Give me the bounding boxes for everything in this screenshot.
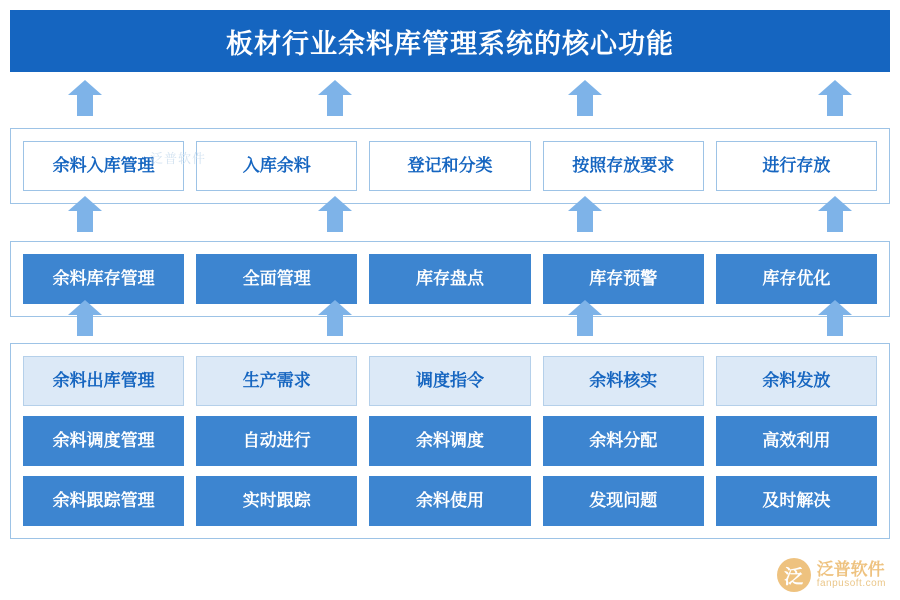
diagram-row — [23, 141, 877, 191]
node-outbound-2[interactable]: 调度指令 — [369, 356, 530, 406]
node-outbound-3[interactable]: 余料核实 — [543, 356, 704, 406]
diagram-row — [23, 416, 877, 466]
node-inbound-3[interactable]: 按照存放要求 — [543, 141, 704, 191]
node-dispatch-2[interactable]: 余料调度 — [369, 416, 530, 466]
node-inbound-1[interactable]: 入库余料 — [196, 141, 357, 191]
up-arrow-icon — [68, 196, 102, 232]
node-dispatch-0[interactable]: 余料调度管理 — [23, 416, 184, 466]
watermark-text: 泛普软件 — [150, 151, 207, 166]
diagram-row — [23, 356, 877, 406]
node-tracking-4[interactable]: 及时解决 — [716, 476, 877, 526]
node-tracking-2[interactable]: 余料使用 — [369, 476, 530, 526]
arrow-row-top — [10, 80, 890, 118]
up-arrow-icon — [318, 80, 352, 116]
brand-url: fanpusoft.com — [816, 577, 886, 589]
node-inventory-4[interactable]: 库存优化 — [716, 254, 877, 304]
node-outbound-1[interactable]: 生产需求 — [196, 356, 357, 406]
node-outbound-0[interactable]: 余料出库管理 — [23, 356, 184, 406]
node-dispatch-1[interactable]: 自动进行 — [196, 416, 357, 466]
brand-logo-icon: 泛 — [777, 558, 811, 592]
diagram-row — [23, 476, 877, 526]
node-inbound-2[interactable]: 登记和分类 — [369, 141, 530, 191]
node-outbound-4[interactable]: 余料发放 — [716, 356, 877, 406]
group-inbound — [10, 128, 890, 204]
up-arrow-icon — [818, 300, 852, 336]
up-arrow-icon — [818, 196, 852, 232]
node-tracking-1[interactable]: 实时跟踪 — [196, 476, 357, 526]
arrow-row-bottom — [10, 300, 890, 338]
brand-name: 泛普软件 — [816, 559, 885, 579]
up-arrow-icon — [68, 80, 102, 116]
up-arrow-icon — [568, 196, 602, 232]
watermark-logo — [777, 558, 886, 592]
node-inbound-0[interactable]: 余料入库管理 — [23, 141, 184, 191]
up-arrow-icon — [318, 300, 352, 336]
arrow-row-middle — [10, 196, 890, 234]
up-arrow-icon — [818, 80, 852, 116]
up-arrow-icon — [568, 300, 602, 336]
node-inbound-4[interactable]: 进行存放 — [716, 141, 877, 191]
page-title: 板材行业余料库管理系统的核心功能 — [226, 28, 674, 59]
node-inventory-2[interactable]: 库存盘点 — [369, 254, 530, 304]
node-tracking-3[interactable]: 发现问题 — [543, 476, 704, 526]
up-arrow-icon — [68, 300, 102, 336]
up-arrow-icon — [568, 80, 602, 116]
up-arrow-icon — [318, 196, 352, 232]
node-inventory-3[interactable]: 库存预警 — [543, 254, 704, 304]
diagram-row — [23, 254, 877, 304]
node-inventory-0[interactable]: 余料库存管理 — [23, 254, 184, 304]
node-inventory-1[interactable]: 全面管理 — [196, 254, 357, 304]
diagram-title-bar — [10, 10, 890, 72]
node-tracking-0[interactable]: 余料跟踪管理 — [23, 476, 184, 526]
group-outbound-dispatch-tracking — [10, 343, 890, 539]
node-dispatch-3[interactable]: 余料分配 — [543, 416, 704, 466]
node-dispatch-4[interactable]: 高效利用 — [716, 416, 877, 466]
